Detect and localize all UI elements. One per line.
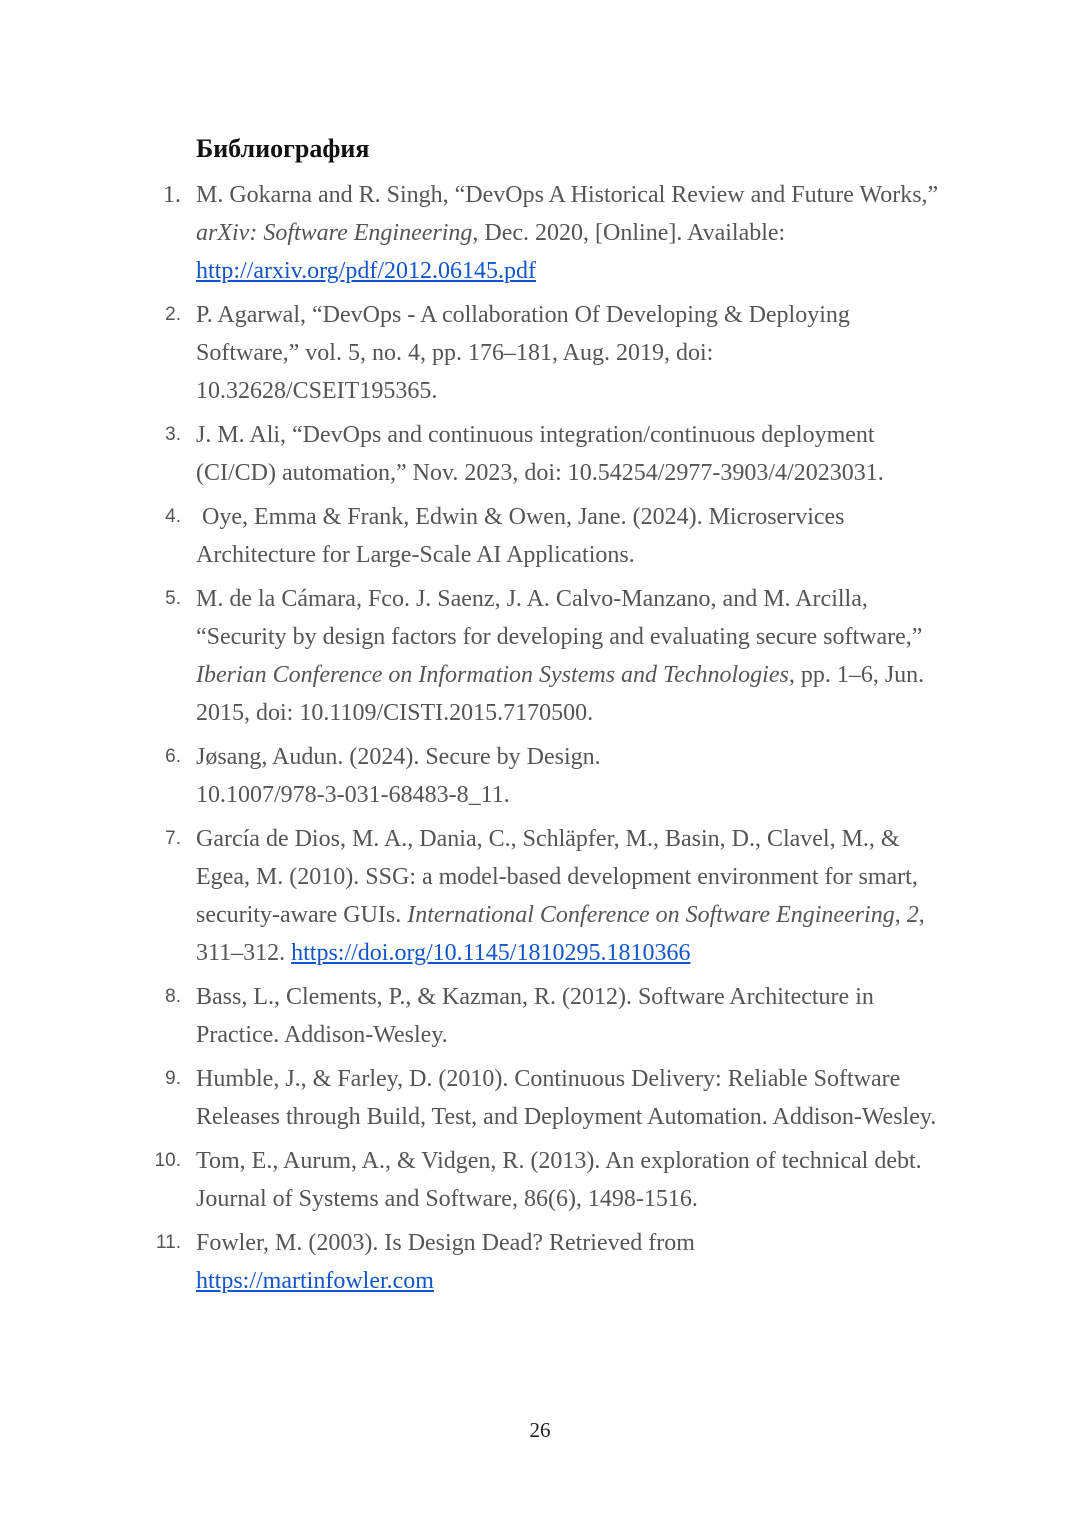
reference-number: 1.: [163, 182, 181, 208]
reference-item: [0, 1060, 956, 1136]
reference-link[interactable]: https://doi.org/10.1145/1810295.1810366: [291, 940, 691, 966]
reference-number: 5.: [165, 588, 181, 609]
reference-text: Humble, J., & Farley, D. (2010). Continuous Delivery: Reliable Software Releases through Build, Test, and Deployment Automation. Addison-Wesley.: [196, 1066, 937, 1130]
reference-number: 7.: [165, 828, 181, 849]
bibliography-heading: Библиография: [196, 134, 370, 163]
reference-text: P. Agarwal, “DevOps - A collaboration Of Developing & Deploying Software,” vol. 5, no. 4, pp. 176–181, Aug. 2019, doi: 10.32628/CSEIT195365.: [196, 302, 850, 404]
reference-text: Fowler, M. (2003). Is Design Dead? Retrieved from: [196, 1230, 695, 1256]
reference-number: 4.: [165, 506, 181, 527]
reference-text: M. de la Cámara, Fco. J. Saenz, J. A. Calvo-Manzano, and M. Arcilla, “Security by design factors for developing and evaluating secure software,”: [196, 586, 923, 650]
reference-number: 11.: [155, 1232, 181, 1253]
reference-item: [0, 978, 956, 1054]
reference-text: García de Dios, M. A., Dania, C., Schläpfer, M., Basin, D., Clavel, M., & Egea, M. (2010). SSG: a model-based development environment for smart, security-aware GUIs.: [196, 826, 918, 928]
reference-volume: 2: [906, 902, 919, 928]
reference-text: J. M. Ali, “DevOps and continuous integration/continuous deployment (CI/CD) automation,” Nov. 2023, doi: 10.54254/2977-3903/4/2023031.: [196, 422, 884, 486]
reference-link[interactable]: https://martinfowler.com: [196, 1268, 434, 1294]
reference-list: [0, 176, 1080, 1306]
reference-text: Tom, E., Aurum, A., & Vidgen, R. (2013). An exploration of technical debt. Journal of Systems and Software, 86(6), 1498-1516.: [196, 1148, 922, 1212]
reference-item: [0, 498, 956, 574]
page-number: 26: [529, 1418, 551, 1442]
reference-item: [0, 416, 956, 492]
reference-text: , 311–312.: [196, 902, 925, 966]
reference-number: 10.: [154, 1150, 181, 1171]
reference-text: ,: [894, 902, 907, 928]
reference-item: [0, 176, 956, 290]
reference-text: Jøsang, Audun. (2024). Secure by Design. 10.1007/978-3-031-68483-8_11.: [196, 744, 601, 808]
reference-journal: International Conference on Software Engineering: [407, 902, 895, 928]
reference-text: Oye, Emma & Frank, Edwin & Owen, Jane. (2024). Microservices Architecture for Large-Scale AI Applications.: [196, 504, 845, 568]
reference-journal: arXiv: Software Engineering: [196, 220, 473, 246]
reference-item: [0, 580, 956, 732]
reference-link[interactable]: http://arxiv.org/pdf/2012.06145.pdf: [196, 258, 536, 284]
reference-text: , pp. 1–6, Jun. 2015, doi: 10.1109/CISTI.2015.7170500.: [196, 662, 925, 726]
reference-number: 2.: [165, 304, 181, 325]
reference-number: 8.: [165, 986, 181, 1007]
reference-text: M. Gokarna and R. Singh, “DevOps A Historical Review and Future Works,”: [196, 182, 939, 208]
reference-text: , Dec. 2020, [Online]. Available:: [472, 220, 786, 246]
reference-item: [0, 820, 956, 972]
reference-item: [0, 296, 956, 410]
reference-item: [0, 1142, 956, 1218]
reference-number: 6.: [165, 746, 181, 767]
reference-number: 9.: [165, 1068, 181, 1089]
reference-text: Bass, L., Clements, P., & Kazman, R. (2012). Software Architecture in Practice. Addison-Wesley.: [196, 984, 874, 1048]
reference-journal: Iberian Conference on Information Systems and Technologies: [196, 662, 789, 688]
reference-number: 3.: [165, 424, 181, 445]
reference-item: [0, 1224, 956, 1300]
reference-item: [0, 738, 956, 814]
